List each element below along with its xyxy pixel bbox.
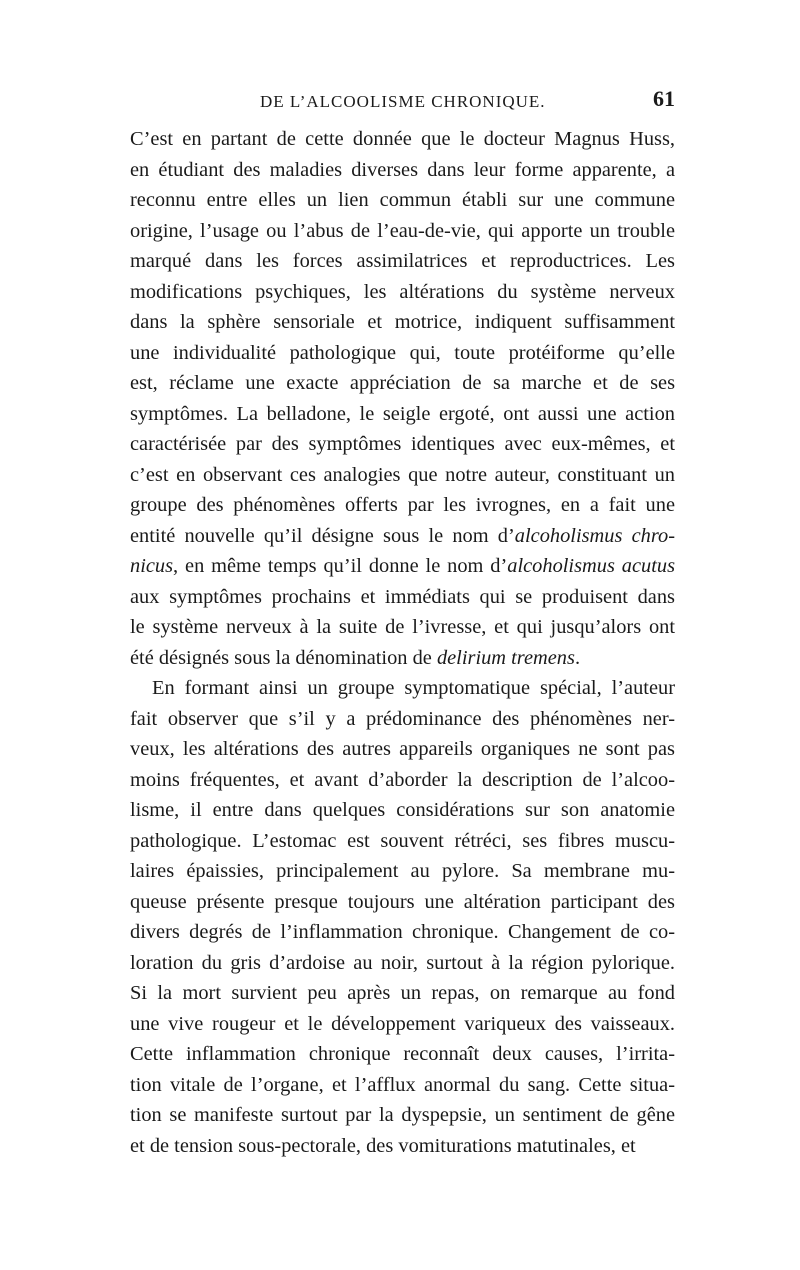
text-line bbox=[130, 124, 675, 155]
text-run: en étudiant des maladies diverses dans leur forme apparente, a bbox=[130, 158, 675, 181]
text-run: , en même temps qu’il donne le nom d’ bbox=[173, 555, 508, 577]
text-run: fait observer que s’il y a prédominance des phénomènes ner- bbox=[130, 707, 675, 730]
text-run: C’est en partant de cette donnée que le docteur Magnus Huss, bbox=[130, 128, 675, 150]
text-line bbox=[130, 978, 675, 1009]
italic-term: alcoholismus chro- bbox=[514, 524, 675, 547]
text-line bbox=[130, 551, 675, 582]
text-run: groupe des phénomènes offerts par les ivrognes, en a fait une bbox=[130, 494, 675, 516]
text-line bbox=[130, 338, 675, 369]
text-line bbox=[130, 155, 675, 186]
italic-term: alcoholismus acutus bbox=[507, 555, 676, 577]
text-run: pathologique. L’estomac est souvent rétréci, ses fibres muscu- bbox=[130, 829, 675, 852]
text-line bbox=[130, 673, 675, 704]
text-line bbox=[130, 307, 675, 338]
text-run: est, réclame une exacte appréciation de sa marche et de ses bbox=[130, 372, 675, 394]
text-run: reconnu entre elles un lien commun établi sur une commune bbox=[130, 189, 675, 211]
italic-term: nicus bbox=[130, 555, 174, 577]
page-header bbox=[130, 86, 675, 122]
body-text bbox=[130, 124, 675, 1161]
text-line bbox=[130, 1039, 675, 1070]
text-line bbox=[130, 887, 675, 918]
text-line bbox=[130, 460, 675, 491]
page-number: 61 bbox=[653, 86, 675, 111]
text-line bbox=[130, 1070, 675, 1101]
text-run: été désignés sous la dénomination de bbox=[130, 646, 437, 669]
text-run: caractérisée par des symptômes identiques avec eux-mêmes, et bbox=[130, 433, 675, 455]
text-line bbox=[130, 917, 675, 948]
text-line bbox=[130, 399, 675, 430]
text-line bbox=[130, 612, 675, 643]
text-run: laires épaissies, principalement au pylore. Sa membrane mu- bbox=[130, 860, 675, 882]
text-run: et de tension sous-pectorale, des vomiturations matutinales, et bbox=[130, 1134, 636, 1157]
text-run: aux symptômes prochains et immédiats qui se produisent dans bbox=[130, 585, 675, 608]
text-line bbox=[130, 643, 675, 674]
text-line bbox=[130, 582, 675, 613]
paragraph bbox=[130, 124, 675, 673]
text-line bbox=[130, 765, 675, 796]
text-line bbox=[130, 216, 675, 247]
text-line bbox=[130, 795, 675, 826]
text-run: veux, les altérations des autres appareils organiques ne sont pas bbox=[130, 738, 675, 760]
text-line bbox=[130, 1131, 675, 1162]
text-run: dans la sphère sensoriale et motrice, indiquent suffisamment bbox=[130, 311, 675, 333]
text-run: Cette inflammation chronique reconnaît deux causes, l’irrita- bbox=[130, 1043, 675, 1065]
text-run: queuse présente presque toujours une altération participant des bbox=[130, 890, 675, 913]
text-line bbox=[130, 1100, 675, 1131]
text-run: origine, l’usage ou l’abus de l’eau-de-vie, qui apporte un trouble bbox=[130, 219, 675, 242]
text-run: modifications psychiques, les altérations du système nerveux bbox=[130, 280, 675, 303]
text-run: symptômes. La belladone, le seigle ergoté, ont aussi une action bbox=[130, 402, 675, 425]
text-run: Si la mort survient peu après un repas, on remarque au fond bbox=[130, 982, 675, 1004]
text-run: une vive rougeur et le développement variqueux des vaisseaux. bbox=[130, 1012, 675, 1035]
text-line bbox=[130, 368, 675, 399]
text-run: tion vitale de l’organe, et l’afflux anormal du sang. Cette situa- bbox=[130, 1073, 675, 1096]
text-line bbox=[130, 429, 675, 460]
text-line bbox=[130, 185, 675, 216]
text-line bbox=[130, 948, 675, 979]
text-run: . bbox=[574, 646, 581, 669]
text-run: moins fréquentes, et avant d’aborder la description de l’alcoo- bbox=[130, 768, 675, 791]
text-line bbox=[130, 704, 675, 735]
text-run: marqué dans les forces assimilatrices et reproductrices. Les bbox=[130, 250, 675, 272]
text-line bbox=[130, 826, 675, 857]
text-run: entité nouvelle qu’il désigne sous le nom d’ bbox=[130, 524, 515, 547]
paragraph bbox=[130, 673, 675, 1161]
text-run: une individualité pathologique qui, toute protéiforme qu’elle bbox=[130, 341, 675, 364]
text-line bbox=[130, 734, 675, 765]
text-line bbox=[130, 521, 675, 552]
italic-term: delirium tremens bbox=[436, 646, 575, 669]
text-run: c’est en observant ces analogies que notre auteur, constituant un bbox=[130, 463, 675, 486]
running-title: DE L’ALCOOLISME CHRONIQUE. bbox=[260, 92, 546, 111]
text-run: lisme, il entre dans quelques considérations sur son anatomie bbox=[130, 799, 675, 821]
text-run: En formant ainsi un groupe symptomatique spécial, l’auteur bbox=[152, 677, 675, 699]
text-line bbox=[130, 277, 675, 308]
text-line bbox=[130, 856, 675, 887]
text-run: le système nerveux à la suite de l’ivresse, et qui jusqu’alors ont bbox=[130, 616, 675, 638]
text-run: tion se manifeste surtout par la dyspepsie, un sentiment de gêne bbox=[130, 1104, 675, 1126]
text-line bbox=[130, 1009, 675, 1040]
text-run: loration du gris d’ardoise au noir, surtout à la région pylorique. bbox=[130, 951, 675, 974]
text-run: divers degrés de l’inflammation chronique. Changement de co- bbox=[130, 921, 675, 943]
text-line bbox=[130, 246, 675, 277]
text-line bbox=[130, 490, 675, 521]
